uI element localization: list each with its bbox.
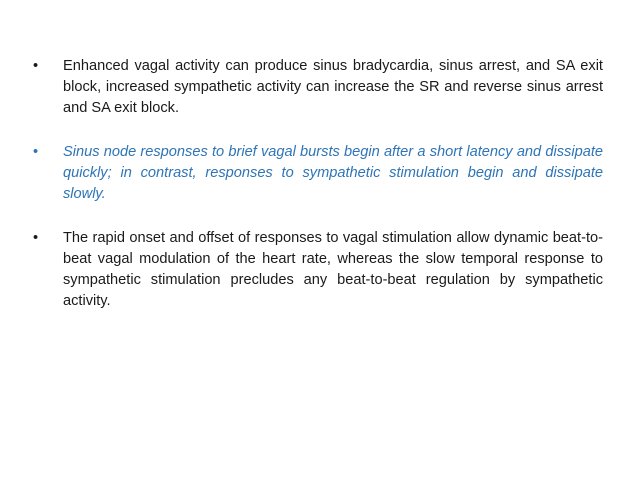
bullet-item-rapid-onset [33,228,603,312]
bullet-marker: • [33,144,39,160]
bullet-list [33,56,603,335]
bullet-item-sinus-node-responses [33,142,603,205]
bullet-marker: • [33,58,39,74]
bullet-text: Enhanced vagal activity can produce sinus bradycardia, sinus arrest, and SA exit block, increased sympathetic activity can increase the SR and reverse sinus arrest and SA exit block. [63,58,603,116]
bullet-text: Sinus node responses to brief vagal bursts begin after a short latency and dissipate quickly; in contrast, responses to sympathetic stimulation begin and dissipate slowly. [63,144,603,202]
bullet-marker: • [33,230,39,246]
bullet-item-vagal-activity [33,56,603,119]
bullet-text: The rapid onset and offset of responses to vagal stimulation allow dynamic beat-to-beat vagal modulation of the heart rate, whereas the slow temporal response to sympathetic stimulation precludes any beat-to-beat regulation by sympathetic activity. [63,230,603,309]
